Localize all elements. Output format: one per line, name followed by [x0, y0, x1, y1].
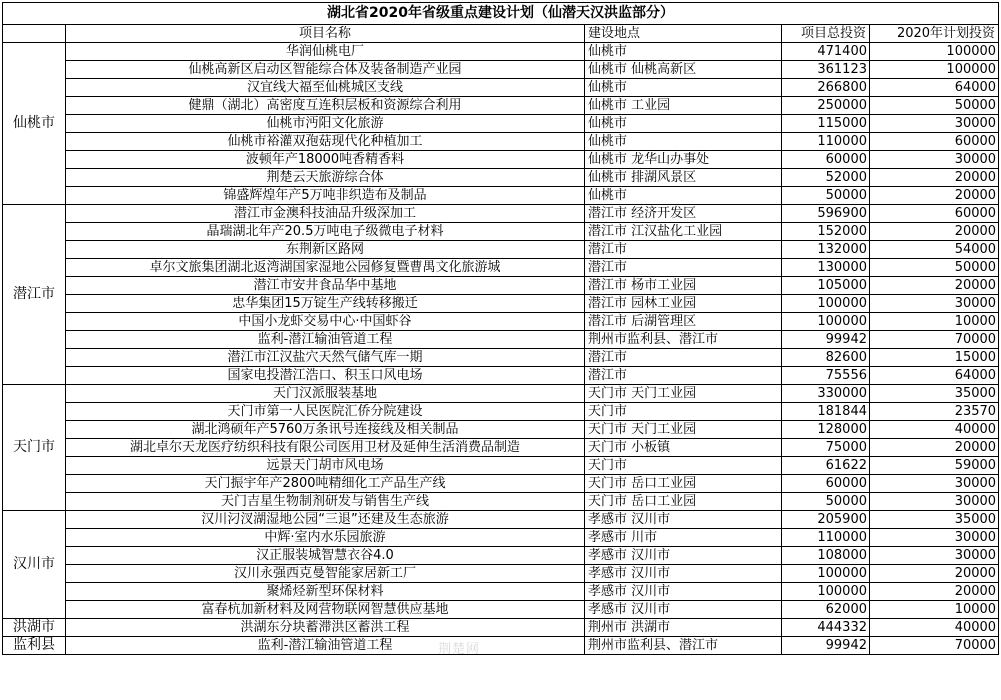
location-cell[interactable]: 潜江市	[585, 241, 782, 259]
plan-investment-cell[interactable]: 30000	[870, 115, 999, 133]
location-cell[interactable]: 孝感市 汉川市	[585, 511, 782, 529]
plan-investment-cell[interactable]: 20000	[870, 583, 999, 601]
table-row	[3, 187, 999, 205]
location-cell[interactable]: 天门市	[585, 403, 782, 421]
project-name-cell[interactable]: 卓尔文旅集团湖北返湾湖国家湿地公园修复暨曹禺文化旅游城	[66, 259, 585, 277]
project-name-cell[interactable]: 汉正服装城智慧衣谷4.0	[66, 547, 585, 565]
project-name-cell[interactable]: 潜江市金澳科技油品升级深加工	[66, 205, 585, 223]
location-cell[interactable]: 孝感市 汉川市	[585, 547, 782, 565]
plan-investment-cell[interactable]: 60000	[870, 133, 999, 151]
table-row	[3, 637, 999, 655]
total-investment-cell[interactable]: 361123	[782, 61, 870, 79]
project-name-cell[interactable]: 洪湖东分块蓄滞洪区蓄洪工程	[66, 619, 585, 637]
watermark-text: 荆楚网	[438, 642, 481, 657]
project-name-cell[interactable]: 湖北鸿硕年产5760万条讯号连接线及相关制品	[66, 421, 585, 439]
plan-investment-cell[interactable]: 100000	[870, 43, 999, 61]
table-row	[3, 529, 999, 547]
header-location[interactable]: 建设地点	[585, 25, 782, 43]
location-cell[interactable]: 潜江市	[585, 259, 782, 277]
project-name-cell[interactable]: 天门汉派服装基地	[66, 385, 585, 403]
plan-investment-cell[interactable]: 20000	[870, 169, 999, 187]
total-investment-cell[interactable]: 471400	[782, 43, 870, 61]
project-name-cell[interactable]: 汉川汈汊湖湿地公园“三退”还建及生态旅游	[66, 511, 585, 529]
table-row	[3, 169, 999, 187]
total-investment-cell[interactable]: 99942	[782, 637, 870, 655]
location-cell[interactable]: 仙桃市	[585, 133, 782, 151]
project-name-cell[interactable]: 晶瑞湖北年产20.5万吨电子级微电子材料	[66, 223, 585, 241]
table-row	[3, 61, 999, 79]
plan-investment-cell[interactable]: 30000	[870, 151, 999, 169]
total-investment-cell[interactable]: 266800	[782, 79, 870, 97]
project-name-cell[interactable]: 国家电投潜江浩口、积玉口风电场	[66, 367, 585, 385]
total-investment-cell[interactable]: 75556	[782, 367, 870, 385]
total-investment-cell[interactable]: 99942	[782, 331, 870, 349]
title-row	[3, 3, 999, 25]
plan-investment-cell[interactable]: 10000	[870, 313, 999, 331]
location-cell[interactable]: 荆州市监利县、潜江市	[585, 331, 782, 349]
table-row	[3, 277, 999, 295]
region-cell[interactable]: 天门市	[3, 385, 66, 511]
table-row	[3, 223, 999, 241]
table-row	[3, 583, 999, 601]
location-cell[interactable]: 天门市 岳口工业园	[585, 475, 782, 493]
project-name-cell[interactable]: 仙桃高新区启动区智能综合体及装备制造产业园	[66, 61, 585, 79]
total-investment-cell[interactable]: 115000	[782, 115, 870, 133]
location-cell[interactable]: 荆州市 洪湖市	[585, 619, 782, 637]
location-cell[interactable]: 孝感市 汉川市	[585, 583, 782, 601]
total-investment-cell[interactable]: 132000	[782, 241, 870, 259]
table-row	[3, 475, 999, 493]
header-row	[3, 25, 999, 43]
table-row	[3, 133, 999, 151]
table-row	[3, 313, 999, 331]
plan-investment-cell[interactable]: 23570	[870, 403, 999, 421]
project-name-cell[interactable]: 监利-潜江输油管道工程	[66, 637, 585, 655]
total-investment-cell[interactable]: 108000	[782, 547, 870, 565]
total-investment-cell[interactable]: 130000	[782, 259, 870, 277]
table-row	[3, 439, 999, 457]
header-name[interactable]: 项目名称	[66, 25, 585, 43]
location-cell[interactable]: 仙桃市 排湖风景区	[585, 169, 782, 187]
table-row	[3, 565, 999, 583]
project-name-cell[interactable]: 汉宜线大福至仙桃城区支线	[66, 79, 585, 97]
plan-investment-cell[interactable]: 54000	[870, 241, 999, 259]
total-investment-cell[interactable]: 205900	[782, 511, 870, 529]
project-name-cell[interactable]: 中国小龙虾交易中心·中国虾谷	[66, 313, 585, 331]
location-cell[interactable]: 天门市 天门工业园	[585, 385, 782, 403]
region-cell[interactable]: 监利县	[3, 637, 66, 655]
location-cell[interactable]: 荆州市监利县、潜江市	[585, 637, 782, 655]
table-row	[3, 457, 999, 475]
project-name-cell[interactable]: 潜江市江汉盐穴天然气储气库一期	[66, 349, 585, 367]
location-cell[interactable]: 仙桃市	[585, 79, 782, 97]
plan-investment-cell[interactable]: 30000	[870, 295, 999, 313]
plan-investment-cell[interactable]: 30000	[870, 493, 999, 511]
plan-investment-cell[interactable]: 40000	[870, 421, 999, 439]
plan-investment-cell[interactable]: 64000	[870, 79, 999, 97]
total-investment-cell[interactable]: 152000	[782, 223, 870, 241]
table-row	[3, 259, 999, 277]
total-investment-cell[interactable]: 52000	[782, 169, 870, 187]
total-investment-cell[interactable]: 60000	[782, 475, 870, 493]
location-cell[interactable]: 潜江市	[585, 349, 782, 367]
table-row	[3, 205, 999, 223]
location-cell[interactable]: 仙桃市	[585, 115, 782, 133]
plan-investment-cell[interactable]: 50000	[870, 97, 999, 115]
location-cell[interactable]: 潜江市 后湖管理区	[585, 313, 782, 331]
plan-investment-cell[interactable]: 60000	[870, 205, 999, 223]
location-cell[interactable]: 仙桃市 工业园	[585, 97, 782, 115]
location-cell[interactable]: 潜江市	[585, 367, 782, 385]
total-investment-cell[interactable]: 61622	[782, 457, 870, 475]
location-cell[interactable]: 潜江市 杨市工业园	[585, 277, 782, 295]
location-cell[interactable]: 天门市 天门工业园	[585, 421, 782, 439]
project-name-cell[interactable]: 中辉·室内水乐园旅游	[66, 529, 585, 547]
table-row	[3, 115, 999, 133]
plan-investment-cell[interactable]: 70000	[870, 331, 999, 349]
project-name-cell[interactable]: 波顿年产18000吨香精香料	[66, 151, 585, 169]
plan-investment-cell[interactable]: 59000	[870, 457, 999, 475]
location-cell[interactable]: 孝感市 汉川市	[585, 601, 782, 619]
plan-investment-cell[interactable]: 20000	[870, 439, 999, 457]
total-investment-cell[interactable]: 100000	[782, 313, 870, 331]
project-name-cell[interactable]: 湖北卓尔天龙医疗纺织科技有限公司医用卫材及延伸生活消费品制造	[66, 439, 585, 457]
header-total[interactable]: 项目总投资	[782, 25, 870, 43]
project-name-cell[interactable]: 潜江市安井食品华中基地	[66, 277, 585, 295]
location-cell[interactable]: 潜江市 园林工业园	[585, 295, 782, 313]
total-investment-cell[interactable]: 181844	[782, 403, 870, 421]
location-cell[interactable]: 天门市 岳口工业园	[585, 493, 782, 511]
table-row	[3, 97, 999, 115]
project-name-cell[interactable]: 仙桃市沔阳文化旅游	[66, 115, 585, 133]
total-investment-cell[interactable]: 62000	[782, 601, 870, 619]
plan-investment-cell[interactable]: 50000	[870, 259, 999, 277]
header-plan[interactable]: 2020年计划投资	[870, 25, 999, 43]
total-investment-cell[interactable]: 110000	[782, 529, 870, 547]
project-name-cell[interactable]: 监利-潜江输油管道工程	[66, 331, 585, 349]
region-cell[interactable]: 潜江市	[3, 205, 66, 385]
plan-investment-cell[interactable]: 20000	[870, 277, 999, 295]
plan-investment-cell[interactable]: 40000	[870, 619, 999, 637]
plan-investment-cell[interactable]: 15000	[870, 349, 999, 367]
location-cell[interactable]: 孝感市 汉川市	[585, 565, 782, 583]
total-investment-cell[interactable]: 100000	[782, 583, 870, 601]
total-investment-cell[interactable]: 50000	[782, 187, 870, 205]
region-cell[interactable]: 汉川市	[3, 511, 66, 619]
total-investment-cell[interactable]: 105000	[782, 277, 870, 295]
project-name-cell[interactable]: 天门市第一人民医院汇侨分院建设	[66, 403, 585, 421]
plan-investment-cell[interactable]: 35000	[870, 385, 999, 403]
project-name-cell[interactable]: 天门振宇年产2800吨精细化工产品生产线	[66, 475, 585, 493]
project-name-cell[interactable]: 华润仙桃电厂	[66, 43, 585, 61]
header-region-cell[interactable]	[3, 25, 66, 43]
location-cell[interactable]: 孝感市 川市	[585, 529, 782, 547]
table-row	[3, 367, 999, 385]
location-cell[interactable]: 仙桃市	[585, 187, 782, 205]
total-investment-cell[interactable]: 330000	[782, 385, 870, 403]
location-cell[interactable]: 天门市	[585, 457, 782, 475]
table-row	[3, 349, 999, 367]
total-investment-cell[interactable]: 50000	[782, 493, 870, 511]
plan-investment-cell[interactable]: 30000	[870, 475, 999, 493]
plan-investment-cell[interactable]: 30000	[870, 547, 999, 565]
total-investment-cell[interactable]: 100000	[782, 565, 870, 583]
project-name-cell[interactable]: 健鼎（湖北）高密度互连积层板和资源综合利用	[66, 97, 585, 115]
table-row	[3, 43, 999, 61]
total-investment-cell[interactable]: 82600	[782, 349, 870, 367]
table-row	[3, 79, 999, 97]
plan-investment-cell[interactable]: 30000	[870, 529, 999, 547]
plan-investment-cell[interactable]: 70000	[870, 637, 999, 655]
total-investment-cell[interactable]: 110000	[782, 133, 870, 151]
plan-investment-cell[interactable]: 20000	[870, 565, 999, 583]
project-name-cell[interactable]: 东荆新区路网	[66, 241, 585, 259]
location-cell[interactable]: 仙桃市 龙华山办事处	[585, 151, 782, 169]
total-investment-cell[interactable]: 250000	[782, 97, 870, 115]
plan-investment-cell[interactable]: 20000	[870, 223, 999, 241]
total-investment-cell[interactable]: 100000	[782, 295, 870, 313]
total-investment-cell[interactable]: 596900	[782, 205, 870, 223]
project-name-cell[interactable]: 忠华集团15万锭生产线转移搬迁	[66, 295, 585, 313]
location-cell[interactable]: 潜江市 江汉盐化工业园	[585, 223, 782, 241]
table-row	[3, 151, 999, 169]
table-row	[3, 511, 999, 529]
project-name-cell[interactable]: 仙桃市裕灌双孢菇现代化种植加工	[66, 133, 585, 151]
project-name-cell[interactable]: 荆楚云天旅游综合体	[66, 169, 585, 187]
location-cell[interactable]: 仙桃市	[585, 43, 782, 61]
table-row	[3, 493, 999, 511]
project-name-cell[interactable]: 天门吉星生物制剂研发与销售生产线	[66, 493, 585, 511]
plan-investment-cell[interactable]: 35000	[870, 511, 999, 529]
location-cell[interactable]: 仙桃市 仙桃高新区	[585, 61, 782, 79]
project-name-cell[interactable]: 富春杭加新材料及网营物联网智慧供应基地	[66, 601, 585, 619]
region-cell[interactable]: 洪湖市	[3, 619, 66, 637]
plan-investment-cell[interactable]: 64000	[870, 367, 999, 385]
project-name-cell[interactable]: 汉川永强西克曼智能家居新工厂	[66, 565, 585, 583]
table-row	[3, 295, 999, 313]
table-row	[3, 421, 999, 439]
project-name-cell[interactable]: 聚烯烃新型环保材料	[66, 583, 585, 601]
table-row	[3, 601, 999, 619]
region-cell[interactable]: 仙桃市	[3, 43, 66, 205]
total-investment-cell[interactable]: 75000	[782, 439, 870, 457]
table-row	[3, 547, 999, 565]
plan-investment-cell[interactable]: 20000	[870, 187, 999, 205]
table-row	[3, 403, 999, 421]
table-row	[3, 385, 999, 403]
table-row	[3, 241, 999, 259]
location-cell[interactable]: 潜江市 经济开发区	[585, 205, 782, 223]
plan-investment-cell[interactable]: 100000	[870, 61, 999, 79]
investment-table	[2, 2, 999, 655]
table-row	[3, 619, 999, 637]
project-name-cell[interactable]: 远景天门胡市风电场	[66, 457, 585, 475]
plan-investment-cell[interactable]: 10000	[870, 601, 999, 619]
total-investment-cell[interactable]: 128000	[782, 421, 870, 439]
table-row	[3, 331, 999, 349]
project-name-cell[interactable]: 锦盛辉煌年产5万吨非织造布及制品	[66, 187, 585, 205]
total-investment-cell[interactable]: 444332	[782, 619, 870, 637]
total-investment-cell[interactable]: 60000	[782, 151, 870, 169]
table-title[interactable]: 湖北省2020年省级重点建设计划（仙潜天汉洪监部分）	[3, 3, 999, 25]
location-cell[interactable]: 天门市 小板镇	[585, 439, 782, 457]
